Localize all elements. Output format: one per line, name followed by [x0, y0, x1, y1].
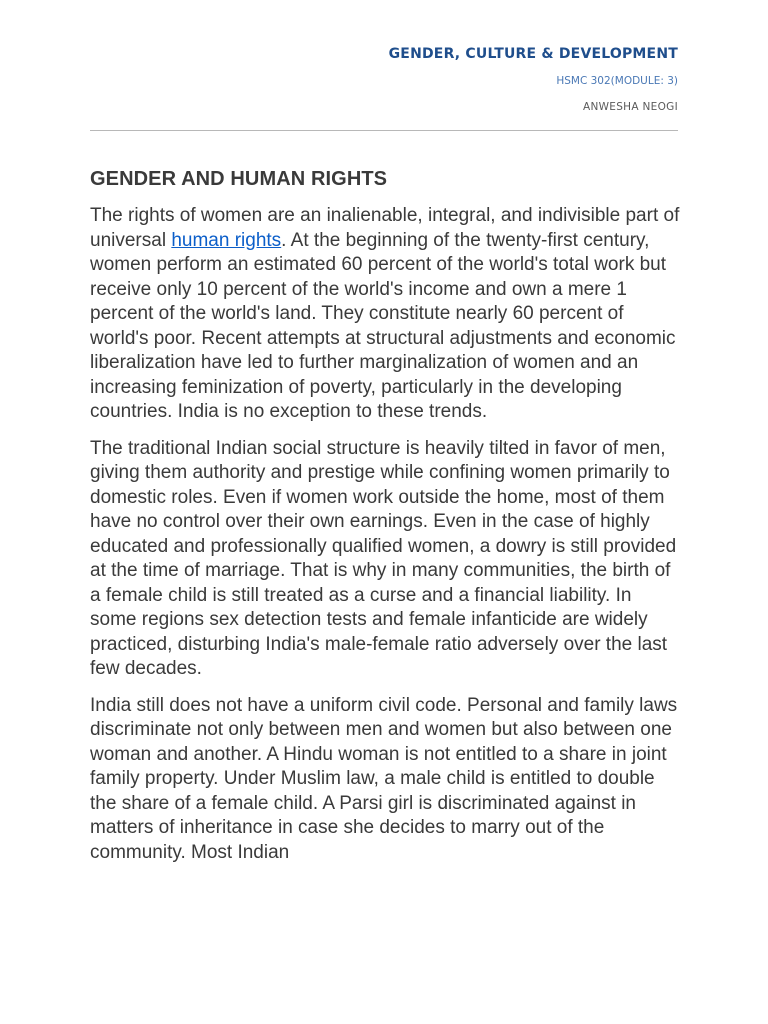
- paragraph-3: India still does not have a uniform civil code. Personal and family laws discriminate not only between men and women but also between one woman and another. A Hindu woman is not entitled to a share in joint family property. Under Muslim law, a male child is entitled to double the share of a female child. A Parsi girl is discriminated against in matters of inheritance in case she decides to marry out of the community. Most Indian: [90, 694, 678, 863]
- paragraph-1-text-end: . At the beginning of the twenty-first century, women perform an estimated 60 percent of the world's total work but receive only 10 percent of the world's income and own a mere 1 percent of the world's land. They constitute nearly 60 percent of world's poor. Recent attempts at structural adjustments and economic liberalization have led to further marginalization of women and an increasing feminization of poverty, particularly in the developing countries. India is no exception to these trends.: [90, 229, 676, 422]
- paragraph-2: The traditional Indian social structure is heavily tilted in favor of men, giving them authority and prestige while confining women primarily to domestic roles. Even if women work outside the home, most of them have no control over their own earnings. Even in the case of highly educated and professionally qualified women, a dowry is still provided at the time of marriage. That is why in many communities, the birth of a female child is still treated as a curse and a financial liability. In some regions sex detection tests and female infanticide are widely practiced, disturbing India's male-female ratio adversely over the last few decades.: [90, 437, 677, 679]
- page-header: [389, 46, 678, 113]
- human-rights-link[interactable]: human rights: [171, 229, 282, 251]
- paragraph-1-text-start: The rights of women are an inalienable, integral, and indivisible part of universal: [90, 205, 680, 251]
- document-header-title: GENDER, CULTURE & DEVELOPMENT: [388, 46, 678, 62]
- header-divider: [90, 130, 678, 131]
- section-heading: GENDER AND HUMAN RIGHTS: [90, 168, 388, 190]
- document-body: [90, 168, 682, 877]
- course-code: HSMC 302(MODULE: 3): [556, 75, 678, 87]
- author-name: ANWESHA NEOGI: [582, 101, 678, 113]
- paragraph-1: [90, 204, 682, 425]
